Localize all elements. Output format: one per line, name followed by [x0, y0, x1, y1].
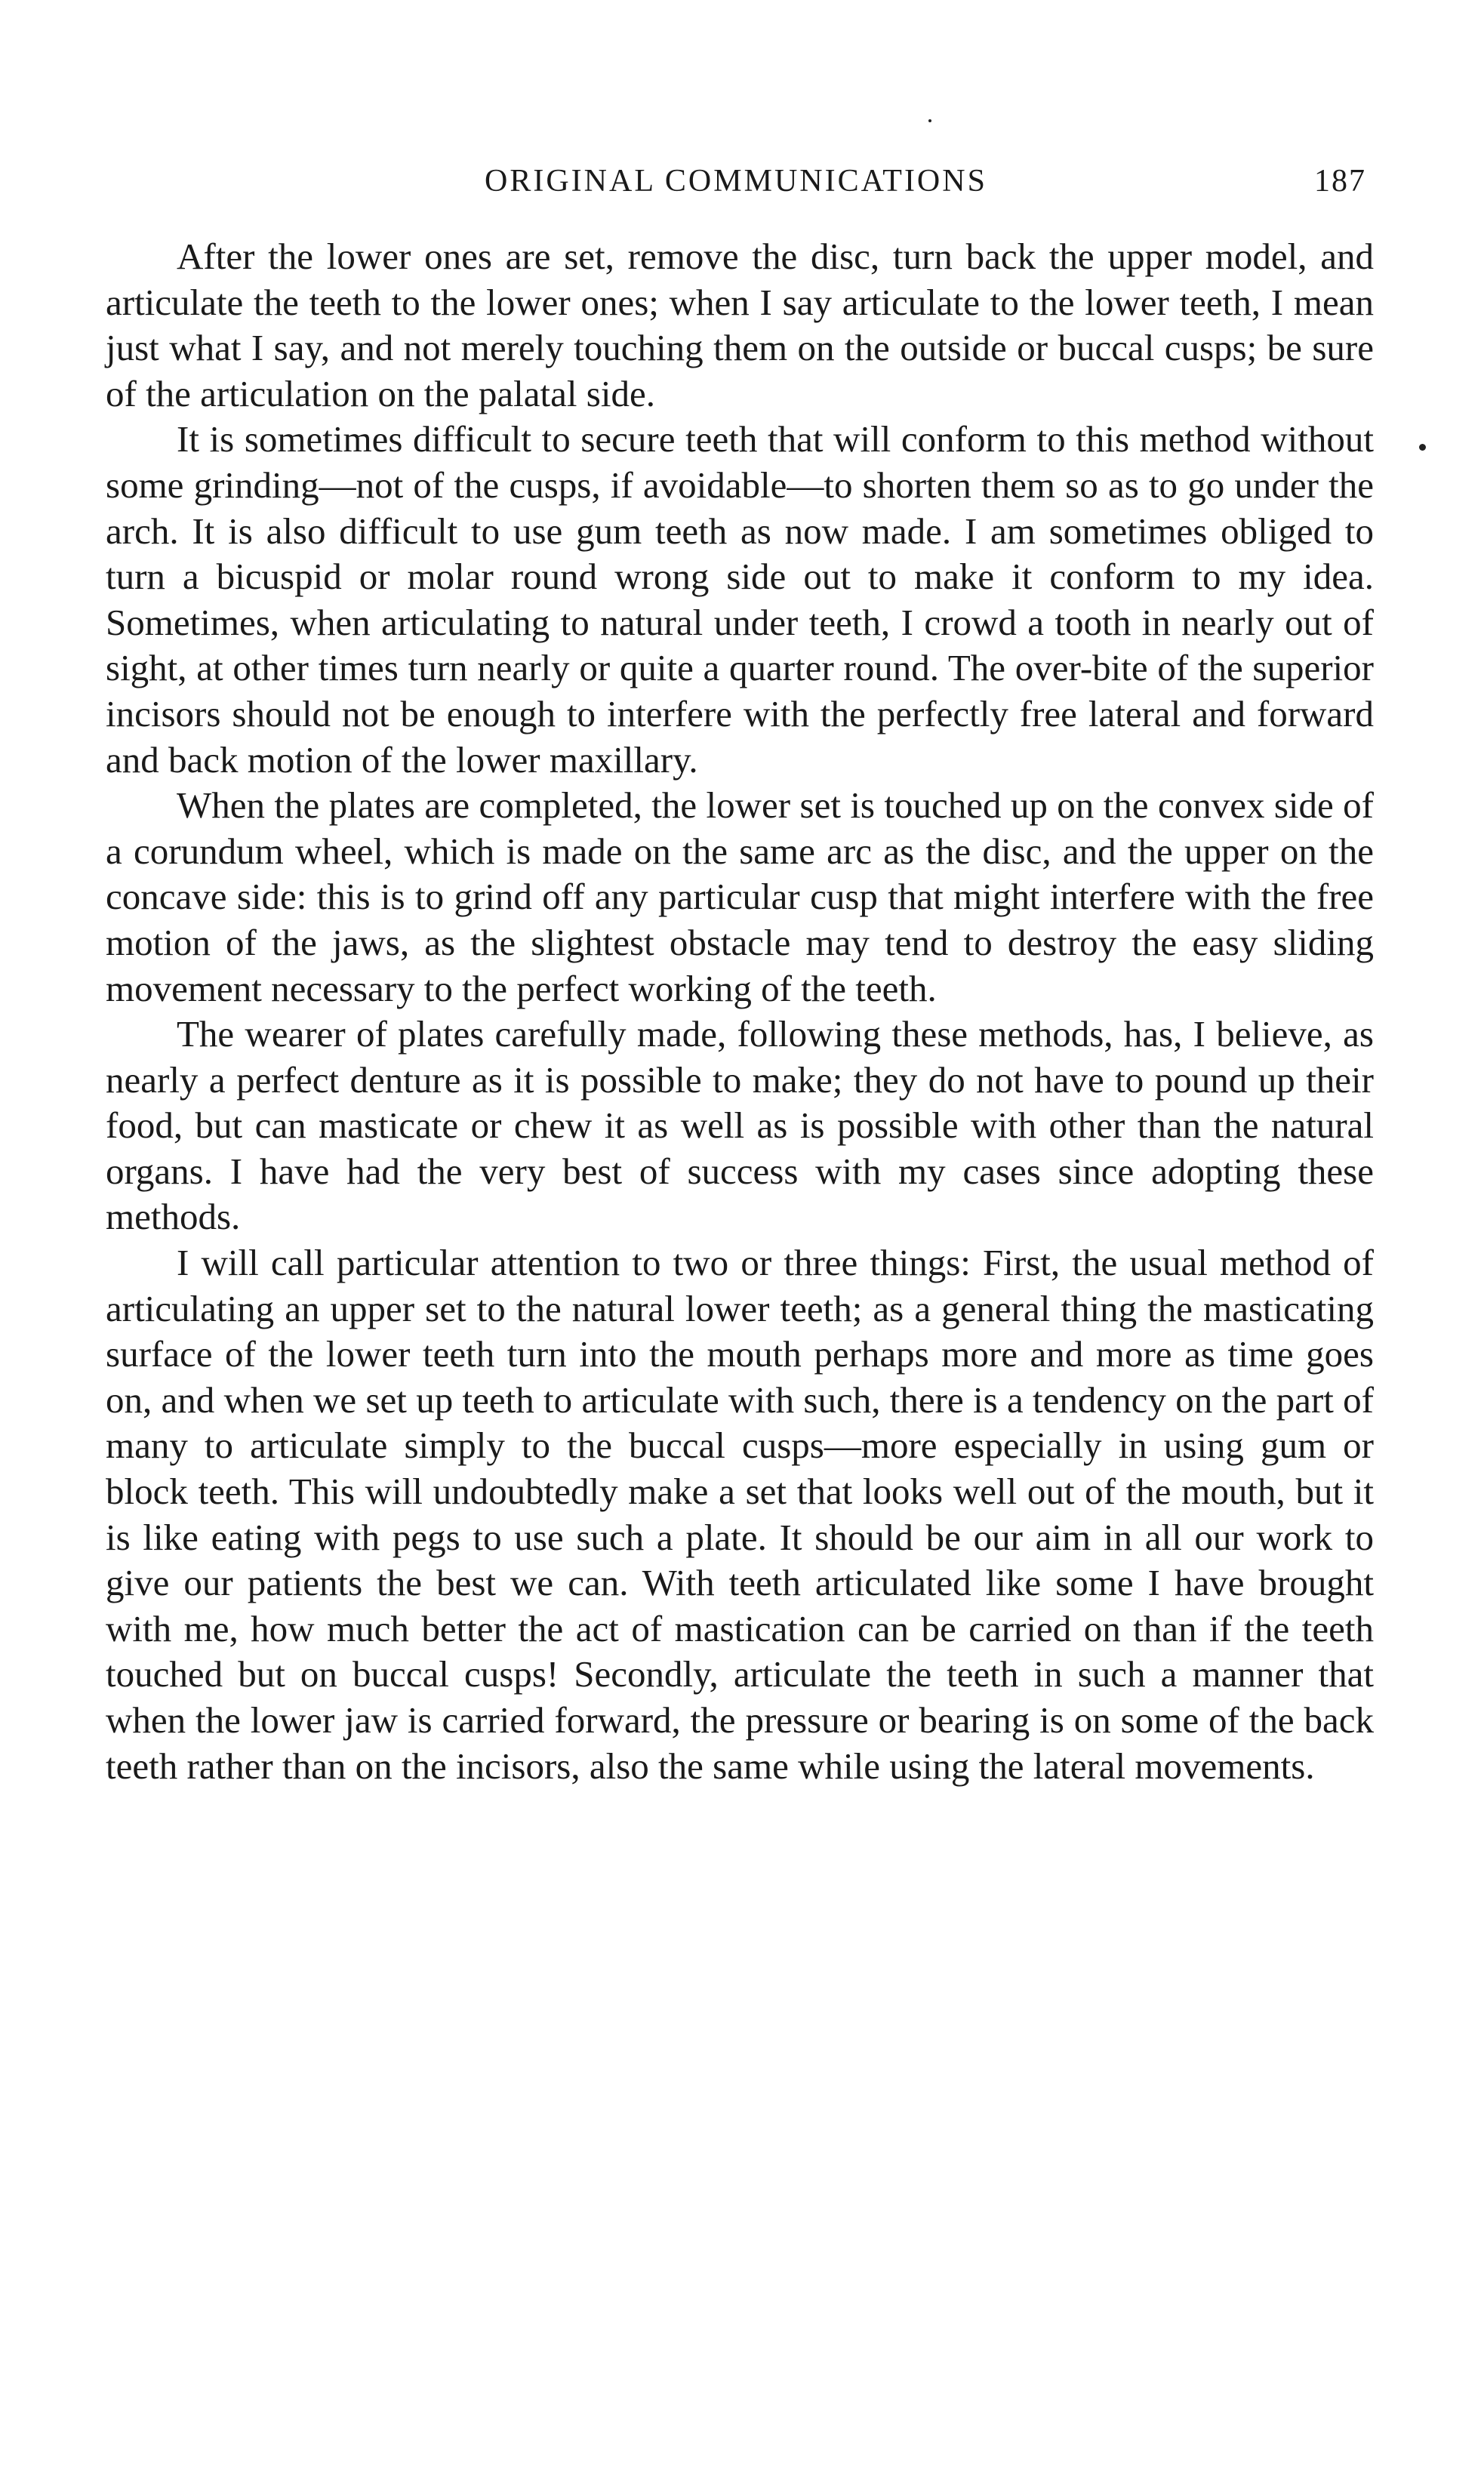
running-head: ORIGINAL COMMUNICATIONS	[485, 164, 987, 199]
print-speck	[928, 119, 931, 122]
paragraph-4: The wearer of plates carefully made, following these methods, has, I believe, as nearly a perfect denture as it is possible to make; they do not have to pound up their food, but can masticate or chew it as well as is possible with other than the natural organs. I have had the very best of success with my cases since adopting these methods.	[106, 1013, 1374, 1238]
paragraph-5: I will call particular attention to two or three things: First, the usual method of articulating an upper set to the natural lower teeth; as a general thing the masticating surface of the lower teeth turn into the mouth perhaps more and more as time goes on, and when we set up teeth to articulate with such, there is a tendency on the part of many to articulate simply to the buccal cusps—more especially in using gum or block teeth. This will undoubtedly make a set that looks well out of the mouth, but it is like eating with pegs to use such a plate. It should be our aim in all our work to give our patients the best we can. With teeth articulated like some I have brought with me, how much better the act of mastication can be carried on than if the teeth touched but on buccal cusps! Secondly, articulate the teeth in such a manner that when the lower jaw is carried forward, the pressure or bearing is on some of the back teeth rather than on the incisors, also the same while using the lateral movements.	[106, 1242, 1374, 1787]
paragraph-1: After the lower ones are set, remove the disc, turn back the upper model, and articulate the teeth to the lower ones; when I say articulate to the lower teeth, I mean just what I say, and not merely touching them on the outside or buccal cusps; be sure of the articulation on the palatal side.	[106, 236, 1374, 414]
page-number: 187	[1314, 164, 1366, 199]
margin-dot	[1419, 444, 1426, 451]
paragraph-2: It is sometimes difficult to secure teeth that will conform to this method without some grinding—not of the cusps, if avoidable—to shorten them so as to go under the arch. It is also difficult to use gum teeth as now made. I am sometimes obliged to turn a bicuspid or molar round wrong side out to make it conform to my idea. Sometimes, when articulating to natural under teeth, I crowd a tooth in nearly out of sight, at other times turn nearly or quite a quarter round. The over-bite of the superior incisors should not be enough to interfere with the perfectly free lateral and forward and back motion of the lower maxillary.	[106, 418, 1374, 781]
body-text	[106, 234, 1374, 1789]
page-header	[106, 159, 1366, 204]
paragraph-3: When the plates are completed, the lower set is touched up on the convex side of a corundum wheel, which is made on the same arc as the disc, and the upper on the concave side: this is to grind off any particular cusp that might interfere with the free motion of the jaws, as the slightest obstacle may tend to destroy the easy sliding movement necessary to the perfect working of the teeth.	[106, 784, 1374, 1009]
